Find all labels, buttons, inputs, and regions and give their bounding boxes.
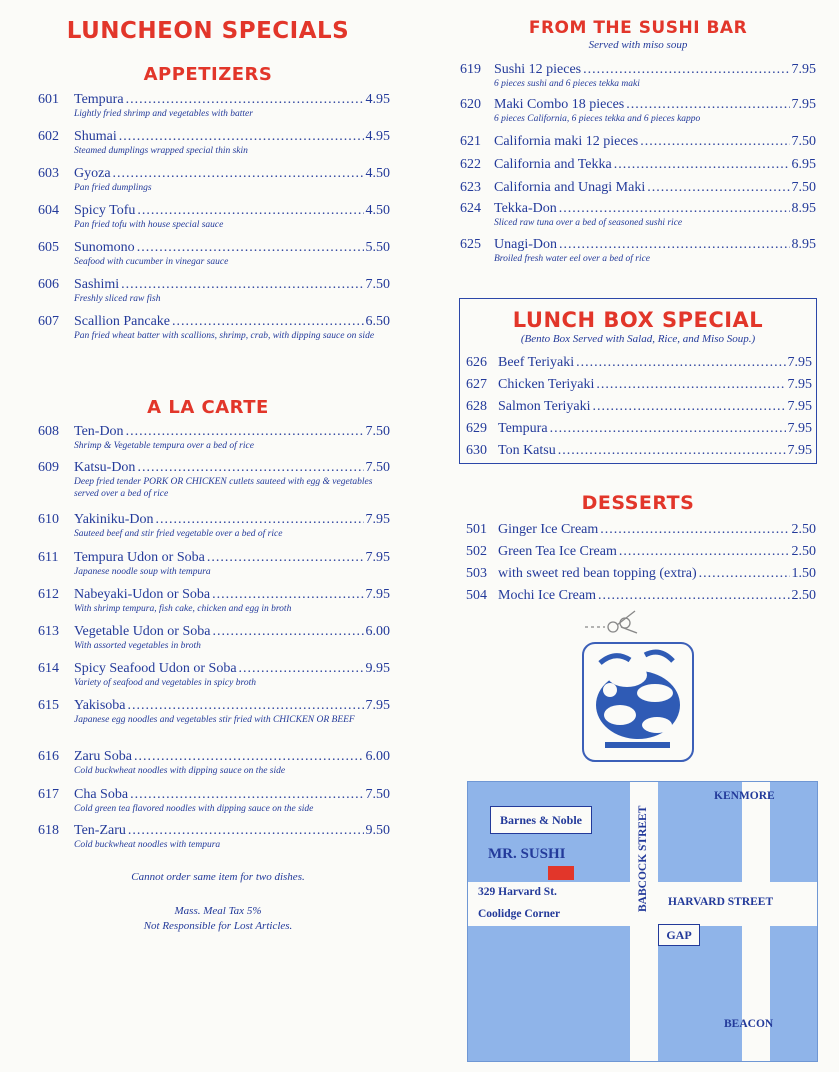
item-price: 4.95 <box>365 129 390 144</box>
item-number: 618 <box>38 823 59 838</box>
item-name: Sunomono <box>74 240 135 255</box>
item-price: 2.50 <box>791 522 816 537</box>
item-number: 601 <box>38 92 59 107</box>
item-description: Sauteed beef and stir fried vegetable over a bed of rice <box>74 529 283 539</box>
item-price: 7.95 <box>787 399 812 414</box>
menu-item <box>466 566 816 582</box>
appetizers-heading: APPETIZERS <box>143 64 273 85</box>
item-number: 501 <box>466 522 487 537</box>
item-price: 6.00 <box>365 749 390 764</box>
item-name: Gyoza <box>74 166 111 181</box>
menu-item <box>38 240 390 268</box>
menu-item <box>38 129 390 157</box>
item-number: 627 <box>466 377 487 392</box>
item-name: Unagi-Don <box>494 237 557 252</box>
item-number: 623 <box>460 180 481 195</box>
item-name: California and Tekka <box>494 157 612 172</box>
item-number: 622 <box>460 157 481 172</box>
item-number: 626 <box>466 355 487 370</box>
leader-dots <box>614 157 790 173</box>
item-description: Cold buckwheat noodles with dipping sauce on the side <box>74 766 286 776</box>
item-number: 609 <box>38 460 59 475</box>
menu-item <box>38 314 390 342</box>
item-description: 6 pieces California, 6 pieces tekka and 6 pieces kappo <box>494 114 701 124</box>
lunch-box-panel <box>459 298 817 464</box>
leader-dots <box>155 512 363 528</box>
item-price: 7.95 <box>365 587 390 602</box>
menu-item <box>38 749 390 777</box>
item-number: 617 <box>38 787 59 802</box>
item-number: 610 <box>38 512 59 527</box>
item-description: 6 pieces sushi and 6 pieces tekka maki <box>494 79 640 89</box>
kenmore-label: KENMORE <box>714 790 775 802</box>
menu-item <box>38 512 390 540</box>
item-description: With shrimp tempura, fish cake, chicken and egg in broth <box>74 604 292 614</box>
sushi-heading: FROM THE SUSHI BAR <box>528 18 748 38</box>
item-price: 7.95 <box>365 512 390 527</box>
item-name: Zaru Soba <box>74 749 132 764</box>
leader-dots <box>137 460 363 476</box>
item-name: Yakiniku-Don <box>74 512 154 527</box>
item-number: 615 <box>38 698 59 713</box>
item-name: Ten-Don <box>74 424 124 439</box>
item-name: Katsu-Don <box>74 460 136 475</box>
leader-dots <box>596 377 785 393</box>
item-price: 2.50 <box>791 544 816 559</box>
item-name: with sweet red bean topping (extra) <box>498 566 697 581</box>
item-price: 7.50 <box>365 277 390 292</box>
address-line-1: 329 Harvard St. <box>478 886 557 898</box>
item-description: Cold green tea flavored noodles with dipping sauce on the side <box>74 804 314 814</box>
item-price: 4.50 <box>365 166 390 181</box>
item-description: Seafood with cucumber in vinegar sauce <box>74 257 229 267</box>
leader-dots <box>600 522 789 538</box>
item-price: 4.95 <box>365 92 390 107</box>
tax-note: Mass. Meal Tax 5% <box>174 905 262 917</box>
menu-item <box>38 92 390 120</box>
item-price: 7.95 <box>787 355 812 370</box>
item-number: 504 <box>466 588 487 603</box>
item-price: 7.50 <box>365 787 390 802</box>
item-number: 607 <box>38 314 59 329</box>
item-name: Tempura Udon or Soba <box>74 550 205 565</box>
item-name: Nabeyaki-Udon or Soba <box>74 587 211 602</box>
restaurant-marker <box>548 866 574 880</box>
item-name: California maki 12 pieces <box>494 134 639 149</box>
scissors-icon <box>585 611 637 633</box>
sushi-subheading: Served with miso soup <box>588 39 688 51</box>
menu-item <box>38 661 390 689</box>
item-name: Spicy Seafood Udon or Soba <box>74 661 237 676</box>
item-price: 5.50 <box>365 240 390 255</box>
leader-dots <box>598 588 790 604</box>
menu-item <box>466 443 812 459</box>
menu-item <box>38 587 390 615</box>
item-description: Cold buckwheat noodles with tempura <box>74 840 221 850</box>
leader-dots <box>640 134 789 150</box>
item-price: 8.95 <box>791 201 816 216</box>
item-price: 7.95 <box>787 421 812 436</box>
item-name: Scallion Pancake <box>74 314 171 329</box>
leader-dots <box>130 787 363 803</box>
item-price: 2.50 <box>791 588 816 603</box>
item-number: 606 <box>38 277 59 292</box>
same-item-note: Cannot order same item for two dishes. <box>131 871 305 883</box>
item-number: 614 <box>38 661 59 676</box>
leader-dots <box>126 424 364 440</box>
leader-dots <box>559 237 790 253</box>
item-number: 503 <box>466 566 487 581</box>
item-description: Broiled fresh water eel over a bed of rice <box>494 254 651 264</box>
leader-dots <box>212 587 363 603</box>
item-name: Chicken Teriyaki <box>498 377 595 392</box>
item-number: 608 <box>38 424 59 439</box>
leader-dots <box>121 277 363 293</box>
menu-item <box>38 823 390 851</box>
leader-dots <box>647 180 789 196</box>
item-price: 7.50 <box>365 460 390 475</box>
barnes-noble-label: Barnes & Noble <box>490 806 592 834</box>
mr-sushi-label: MR. SUSHI <box>488 846 566 862</box>
item-price: 7.95 <box>791 62 816 77</box>
item-name: Vegetable Udon or Soba <box>74 624 211 639</box>
lost-articles-note: Not Responsible for Lost Articles. <box>143 920 293 932</box>
item-description: Pan fried wheat batter with scallions, shrimp, crab, with dipping sauce on side <box>74 331 375 341</box>
item-price: 8.95 <box>791 237 816 252</box>
item-description: With assorted vegetables in broth <box>74 641 201 651</box>
item-price: 6.95 <box>791 157 816 172</box>
menu-item <box>460 62 816 90</box>
gap-label: GAP <box>658 924 700 946</box>
leader-dots <box>134 749 364 765</box>
lunchbox-heading: LUNCH BOX SPECIAL <box>512 308 764 332</box>
item-name: Beef Teriyaki <box>498 355 575 370</box>
leader-dots <box>113 166 364 182</box>
item-price: 6.00 <box>365 624 390 639</box>
item-name: Tempura <box>498 421 548 436</box>
menu-item <box>38 787 390 815</box>
address-line-2: Coolidge Corner <box>478 908 561 920</box>
item-price: 7.95 <box>787 377 812 392</box>
location-map <box>467 781 818 1062</box>
item-name: Sushi 12 pieces <box>494 62 582 77</box>
item-number: 630 <box>466 443 487 458</box>
item-description: Deep fried tender PORK OR CHICKEN cutlets sauteed with egg & vegetables served over a bed of rice <box>74 477 373 499</box>
menu-item <box>466 588 816 604</box>
menu-item <box>460 237 816 265</box>
leader-dots <box>576 355 785 371</box>
item-number: 621 <box>460 134 481 149</box>
item-number: 619 <box>460 62 481 77</box>
item-number: 603 <box>38 166 59 181</box>
lunchbox-subheading: (Bento Box Served with Salad, Rice, and Miso Soup.) <box>520 333 756 345</box>
item-number: 613 <box>38 624 59 639</box>
menu-item <box>38 550 390 578</box>
item-number: 625 <box>460 237 481 252</box>
item-number: 611 <box>38 550 59 565</box>
item-price: 7.95 <box>791 97 816 112</box>
leader-dots <box>592 399 785 415</box>
item-name: Maki Combo 18 pieces <box>494 97 625 112</box>
item-name: Mochi Ice Cream <box>498 588 596 603</box>
leader-dots <box>137 240 364 256</box>
menu-item <box>466 522 816 538</box>
item-description: Sliced raw tuna over a bed of seasoned sushi rice <box>494 218 683 228</box>
item-name: Ten-Zaru <box>74 823 126 838</box>
item-description: Lightly fried shrimp and vegetables with batter <box>74 109 253 119</box>
menu-item <box>460 97 816 125</box>
item-name: Green Tea Ice Cream <box>498 544 617 559</box>
item-name: Salmon Teriyaki <box>498 399 591 414</box>
leader-dots <box>559 201 790 217</box>
item-price: 7.95 <box>787 443 812 458</box>
item-number: 629 <box>466 421 487 436</box>
item-price: 7.50 <box>365 424 390 439</box>
menu-item <box>38 698 390 726</box>
item-price: 7.95 <box>365 698 390 713</box>
menu-item <box>38 203 390 231</box>
item-number: 605 <box>38 240 59 255</box>
menu-item <box>460 157 816 173</box>
item-description: Pan fried tofu with house special sauce <box>74 220 224 230</box>
leader-dots <box>119 129 364 145</box>
menu-item <box>466 421 812 437</box>
seafood-illustration <box>575 605 705 765</box>
menu-item <box>466 544 816 560</box>
item-price: 6.50 <box>365 314 390 329</box>
item-number: 612 <box>38 587 59 602</box>
page-title: LUNCHEON SPECIALS <box>66 18 350 44</box>
item-price: 9.95 <box>365 661 390 676</box>
alacarte-heading: A LA CARTE <box>147 397 269 418</box>
leader-dots <box>172 314 363 330</box>
desserts-heading: DESSERTS <box>581 492 695 514</box>
item-price: 1.50 <box>791 566 816 581</box>
menu-item <box>466 399 812 415</box>
item-price: 9.50 <box>365 823 390 838</box>
item-number: 628 <box>466 399 487 414</box>
item-name: Ginger Ice Cream <box>498 522 599 537</box>
leader-dots <box>239 661 364 677</box>
item-name: California and Unagi Maki <box>494 180 646 195</box>
leader-dots <box>699 566 790 582</box>
menu-item <box>38 460 390 500</box>
leader-dots <box>212 624 363 640</box>
item-number: 620 <box>460 97 481 112</box>
menu-item <box>466 355 812 371</box>
menu-item <box>38 424 390 452</box>
babcock-street-label: BABCOCK STREET <box>637 805 649 912</box>
item-number: 624 <box>460 201 481 216</box>
leader-dots <box>550 421 786 437</box>
item-description: Steamed dumplings wrapped special thin skin <box>74 146 248 156</box>
item-name: Ton Katsu <box>498 443 556 458</box>
item-description: Pan fried dumplings <box>74 183 152 193</box>
item-name: Sashimi <box>74 277 120 292</box>
item-description: Freshly sliced raw fish <box>74 294 161 304</box>
menu-item <box>460 180 816 196</box>
item-name: Spicy Tofu <box>74 203 136 218</box>
item-name: Cha Soba <box>74 787 129 802</box>
item-description: Japanese egg noodles and vegetables stir fried with CHICKEN OR BEEF <box>74 715 355 725</box>
menu-item <box>38 277 390 305</box>
leader-dots <box>207 550 364 566</box>
leader-dots <box>128 823 364 839</box>
beacon-label: BEACON <box>724 1018 774 1030</box>
harvard-street-label: HARVARD STREET <box>668 896 774 908</box>
menu-item <box>466 377 812 393</box>
item-name: Yakisoba <box>74 698 126 713</box>
item-price: 7.50 <box>791 180 816 195</box>
item-price: 4.50 <box>365 203 390 218</box>
leader-dots <box>127 698 363 714</box>
menu-item <box>38 624 390 652</box>
menu-item <box>460 134 816 150</box>
menu-item <box>38 166 390 194</box>
item-number: 502 <box>466 544 487 559</box>
leader-dots <box>126 92 364 108</box>
menu-item <box>460 201 816 229</box>
item-description: Variety of seafood and vegetables in spicy broth <box>74 678 256 688</box>
item-description: Japanese noodle soup with tempura <box>74 567 211 577</box>
item-name: Tekka-Don <box>494 201 557 216</box>
item-description: Shrimp & Vegetable tempura over a bed of rice <box>74 441 254 451</box>
item-number: 602 <box>38 129 59 144</box>
leader-dots <box>619 544 790 560</box>
leader-dots <box>626 97 789 113</box>
item-name: Tempura <box>74 92 124 107</box>
item-price: 7.95 <box>365 550 390 565</box>
item-name: Shumai <box>74 129 117 144</box>
item-number: 604 <box>38 203 59 218</box>
item-number: 616 <box>38 749 59 764</box>
leader-dots <box>558 443 786 459</box>
leader-dots <box>583 62 789 78</box>
item-price: 7.50 <box>791 134 816 149</box>
leader-dots <box>137 203 363 219</box>
